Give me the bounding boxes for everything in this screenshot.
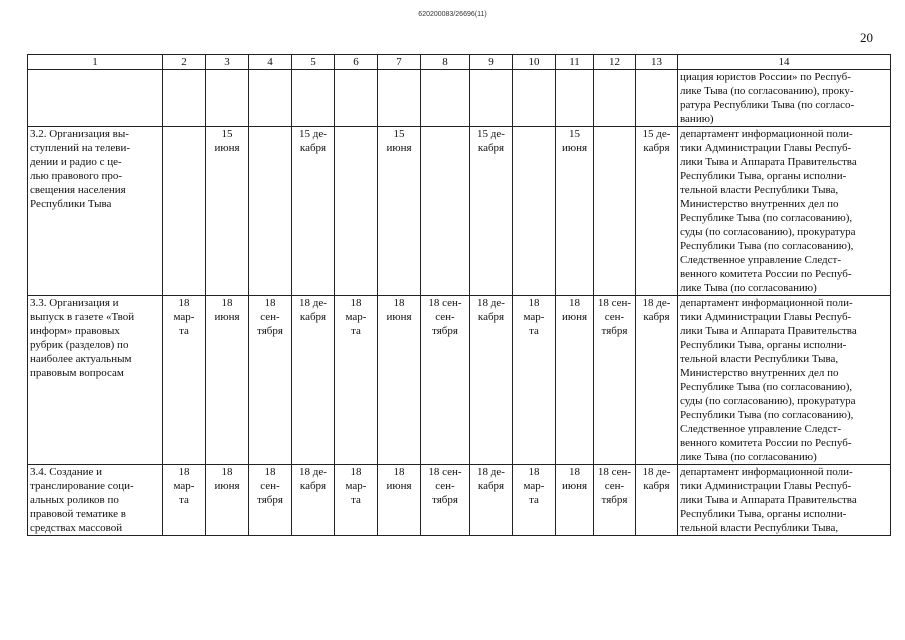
date-cell: 18 де- кабря (636, 296, 678, 465)
date-cell: 18 мар- та (335, 296, 378, 465)
date-cell: 18 де- кабря (636, 465, 678, 536)
column-number-row (28, 55, 891, 70)
document-code: 620200083/26696(11) (418, 11, 487, 18)
date-cell: 18 мар- та (513, 296, 556, 465)
date-cell: 18 июня (206, 296, 249, 465)
date-cell: 18 июня (378, 296, 421, 465)
date-cell: 18 сен- сен- тября (421, 296, 470, 465)
executors-cell: департамент информационной поли- тики Администрации Главы Респуб- лики Тыва и Аппарата Правительства Республики Тыва, органы исполни- тельной власти Республики Тыва, Министерство внутренних дел по Республике Тыва (по согласованию), суды (по согласованию), прокуратура Республики Тыва (по согласованию), Следственное управление Следст- венного комитета России по Респуб- лике Тыва (по согласованию) (678, 127, 891, 296)
date-cell: 18 июня (556, 465, 594, 536)
column-number: 6 (335, 55, 378, 70)
date-cell (163, 127, 206, 296)
column-number: 1 (28, 55, 163, 70)
empty-cell (636, 70, 678, 127)
continuation-row (28, 70, 891, 127)
date-cell (335, 127, 378, 296)
executors-cell: департамент информационной поли- тики Администрации Главы Респуб- лики Тыва и Аппарата Правительства Республики Тыва, органы исполни- тельной власти Республики Тыва, (678, 465, 891, 536)
date-cell (421, 127, 470, 296)
column-number: 5 (292, 55, 335, 70)
date-cell: 18 сен- тября (249, 296, 292, 465)
date-cell: 18 июня (556, 296, 594, 465)
empty-cell (513, 70, 556, 127)
date-cell: 18 сен- сен- тября (421, 465, 470, 536)
column-number: 4 (249, 55, 292, 70)
schedule-table (27, 54, 891, 536)
date-cell: 18 июня (206, 465, 249, 536)
empty-cell (206, 70, 249, 127)
column-number: 3 (206, 55, 249, 70)
date-cell (513, 127, 556, 296)
column-number: 2 (163, 55, 206, 70)
activity-cell: 3.4. Создание и транслирование соци- альных роликов по правовой тематике в средствах массовой (28, 465, 163, 536)
column-number: 12 (594, 55, 636, 70)
activity-cell: 3.3. Организация и выпуск в газете «Твой информ» правовых рубрик (разделов) по наиболее актуальным правовым вопросам (28, 296, 163, 465)
empty-cell (556, 70, 594, 127)
activity-row (28, 465, 891, 536)
date-cell: 18 мар- та (513, 465, 556, 536)
empty-cell (249, 70, 292, 127)
date-cell: 18 де- кабря (470, 465, 513, 536)
column-number: 14 (678, 55, 891, 70)
date-cell: 15 де- кабря (292, 127, 335, 296)
column-number: 10 (513, 55, 556, 70)
date-cell: 15 июня (556, 127, 594, 296)
date-cell: 18 сен- тября (249, 465, 292, 536)
empty-cell (594, 70, 636, 127)
page-number: 20 (860, 30, 873, 45)
date-cell (594, 127, 636, 296)
activity-cell: 3.2. Организация вы- ступлений на телеви- дении и радио с це- лью правового про- свещения населения Республики Тыва (28, 127, 163, 296)
date-cell: 15 де- кабря (636, 127, 678, 296)
empty-cell (28, 70, 163, 127)
date-cell (249, 127, 292, 296)
date-cell: 15 де- кабря (470, 127, 513, 296)
executors-cell: циация юристов России» по Респуб- лике Тыва (по согласованию), проку- ратура Республики Тыва (по согласо- ванию) (678, 70, 891, 127)
empty-cell (470, 70, 513, 127)
date-cell: 18 июня (378, 465, 421, 536)
column-number: 13 (636, 55, 678, 70)
activity-row (28, 127, 891, 296)
empty-cell (378, 70, 421, 127)
empty-cell (292, 70, 335, 127)
date-cell: 18 де- кабря (470, 296, 513, 465)
column-number: 8 (421, 55, 470, 70)
column-number: 7 (378, 55, 421, 70)
date-cell: 18 мар- та (163, 465, 206, 536)
date-cell: 18 де- кабря (292, 296, 335, 465)
date-cell: 18 де- кабря (292, 465, 335, 536)
empty-cell (335, 70, 378, 127)
date-cell: 15 июня (378, 127, 421, 296)
empty-cell (421, 70, 470, 127)
date-cell: 15 июня (206, 127, 249, 296)
date-cell: 18 мар- та (163, 296, 206, 465)
column-number: 11 (556, 55, 594, 70)
executors-cell: департамент информационной поли- тики Администрации Главы Респуб- лики Тыва и Аппарата Правительства Республики Тыва, органы исполни- тельной власти Республики Тыва, Министерство внутренних дел по Республике Тыва (по согласованию), суды (по согласованию), прокуратура Республики Тыва (по согласованию), Следственное управление Следст- венного комитета России по Респуб- лике Тыва (по согласованию) (678, 296, 891, 465)
column-number: 9 (470, 55, 513, 70)
activity-row (28, 296, 891, 465)
date-cell: 18 сен- сен- тября (594, 465, 636, 536)
date-cell: 18 мар- та (335, 465, 378, 536)
date-cell: 18 сен- сен- тября (594, 296, 636, 465)
empty-cell (163, 70, 206, 127)
